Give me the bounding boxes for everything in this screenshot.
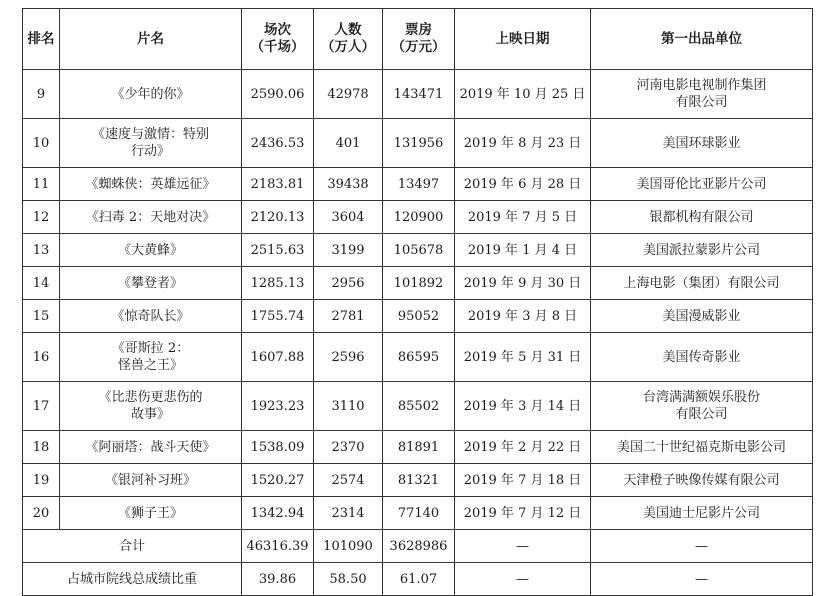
cell-producer: 银都机构有限公司 — [591, 201, 813, 234]
cell-rank: 9 — [23, 70, 60, 119]
header-title: 片名 — [60, 9, 242, 70]
table-row — [23, 431, 813, 464]
cell-rank: 16 — [23, 333, 60, 382]
cell-rank: 10 — [23, 119, 60, 168]
cell-date: 2019 年 6 月 28 日 — [455, 168, 591, 201]
total-row — [23, 530, 813, 563]
cell-date: 2019 年 7 月 5 日 — [455, 201, 591, 234]
cell-producer: 美国环球影业 — [591, 119, 813, 168]
cell-rank: 20 — [23, 497, 60, 530]
header-audience — [314, 9, 383, 70]
cell-title: 《狮子王》 — [60, 497, 242, 530]
cell-date: 2019 年 9 月 30 日 — [455, 267, 591, 300]
header-box-office-unit: （万元） — [391, 39, 446, 55]
table-row — [23, 119, 813, 168]
cell-title: 《大黄蜂》 — [60, 234, 242, 267]
cell-screenings: 2590.06 — [242, 70, 314, 119]
cell-audience: 2781 — [314, 300, 383, 333]
share-screenings: 39.86 — [242, 563, 314, 596]
cell-box-office: 86595 — [383, 333, 455, 382]
table-row — [23, 300, 813, 333]
total-date: — — [455, 530, 591, 563]
cell-screenings: 2436.53 — [242, 119, 314, 168]
cell-audience: 3604 — [314, 201, 383, 234]
cell-producer: 台湾满满额娱乐股份 有限公司 — [591, 382, 813, 431]
cell-date: 2019 年 1 月 4 日 — [455, 234, 591, 267]
cell-date: 2019 年 10 月 25 日 — [455, 70, 591, 119]
cell-rank: 13 — [23, 234, 60, 267]
cell-title: 《银河补习班》 — [60, 464, 242, 497]
cell-box-office: 131956 — [383, 119, 455, 168]
box-office-table — [22, 8, 813, 596]
table-row — [23, 333, 813, 382]
header-screenings — [242, 9, 314, 70]
cell-screenings: 2515.63 — [242, 234, 314, 267]
share-date: — — [455, 563, 591, 596]
total-label: 合计 — [23, 530, 242, 563]
cell-screenings: 2120.13 — [242, 201, 314, 234]
cell-audience: 2314 — [314, 497, 383, 530]
table-row — [23, 497, 813, 530]
cell-box-office: 101892 — [383, 267, 455, 300]
cell-title: 《攀登者》 — [60, 267, 242, 300]
cell-producer: 美国二十世纪福克斯电影公司 — [591, 431, 813, 464]
header-box-office — [383, 9, 455, 70]
cell-rank: 17 — [23, 382, 60, 431]
cell-title: 《少年的你》 — [60, 70, 242, 119]
cell-screenings: 1607.88 — [242, 333, 314, 382]
cell-box-office: 81891 — [383, 431, 455, 464]
share-box-office: 61.07 — [383, 563, 455, 596]
cell-screenings: 1342.94 — [242, 497, 314, 530]
total-audience: 101090 — [314, 530, 383, 563]
cell-rank: 19 — [23, 464, 60, 497]
cell-screenings: 1538.09 — [242, 431, 314, 464]
header-audience-label: 人数 — [334, 22, 362, 38]
cell-rank: 18 — [23, 431, 60, 464]
total-producer: — — [591, 530, 813, 563]
cell-audience: 3110 — [314, 382, 383, 431]
cell-date: 2019 年 3 月 8 日 — [455, 300, 591, 333]
cell-box-office: 143471 — [383, 70, 455, 119]
cell-date: 2019 年 5 月 31 日 — [455, 333, 591, 382]
cell-box-office: 81321 — [383, 464, 455, 497]
cell-producer: 美国迪士尼影片公司 — [591, 497, 813, 530]
cell-title: 《蜘蛛侠：英雄远征》 — [60, 168, 242, 201]
cell-audience: 3199 — [314, 234, 383, 267]
cell-box-office: 95052 — [383, 300, 455, 333]
table-row — [23, 234, 813, 267]
cell-box-office: 77140 — [383, 497, 455, 530]
header-rank: 排名 — [23, 9, 60, 70]
header-screenings-unit: （千场） — [250, 39, 305, 55]
total-box-office: 3628986 — [383, 530, 455, 563]
total-screenings: 46316.39 — [242, 530, 314, 563]
cell-screenings: 1520.27 — [242, 464, 314, 497]
cell-audience: 401 — [314, 119, 383, 168]
cell-title: 《比悲伤更悲伤的 故事》 — [60, 382, 242, 431]
header-audience-unit: （万人） — [321, 39, 375, 55]
cell-rank: 11 — [23, 168, 60, 201]
cell-box-office: 105678 — [383, 234, 455, 267]
cell-producer: 美国传奇影业 — [591, 333, 813, 382]
table-row — [23, 382, 813, 431]
table-row — [23, 464, 813, 497]
header-release-date: 上映日期 — [455, 9, 591, 70]
cell-audience: 2370 — [314, 431, 383, 464]
cell-date: 2019 年 2 月 22 日 — [455, 431, 591, 464]
cell-producer: 美国哥伦比亚影片公司 — [591, 168, 813, 201]
cell-audience: 2956 — [314, 267, 383, 300]
cell-title: 《阿丽塔：战斗天使》 — [60, 431, 242, 464]
share-audience: 58.50 — [314, 563, 383, 596]
cell-screenings: 1923.23 — [242, 382, 314, 431]
cell-date: 2019 年 3 月 14 日 — [455, 382, 591, 431]
cell-title: 《扫毒 2：天地对决》 — [60, 201, 242, 234]
cell-screenings: 1285.13 — [242, 267, 314, 300]
cell-date: 2019 年 8 月 23 日 — [455, 119, 591, 168]
cell-screenings: 1755.74 — [242, 300, 314, 333]
cell-rank: 14 — [23, 267, 60, 300]
cell-title: 《惊奇队长》 — [60, 300, 242, 333]
cell-producer: 美国漫威影业 — [591, 300, 813, 333]
cell-producer: 河南电影电视制作集团 有限公司 — [591, 70, 813, 119]
cell-audience: 39438 — [314, 168, 383, 201]
table-row — [23, 168, 813, 201]
cell-box-office: 120900 — [383, 201, 455, 234]
cell-rank: 12 — [23, 201, 60, 234]
share-producer: — — [591, 563, 813, 596]
cell-box-office: 13497 — [383, 168, 455, 201]
header-screenings-label: 场次 — [264, 22, 291, 38]
cell-producer: 上海电影（集团）有限公司 — [591, 267, 813, 300]
cell-date: 2019 年 7 月 18 日 — [455, 464, 591, 497]
cell-title: 《速度与激情：特别 行动》 — [60, 119, 242, 168]
cell-producer: 美国派拉蒙影片公司 — [591, 234, 813, 267]
share-row — [23, 563, 813, 596]
table-row — [23, 70, 813, 119]
table-row — [23, 201, 813, 234]
cell-audience: 2596 — [314, 333, 383, 382]
share-label: 占城市院线总成绩比重 — [23, 563, 242, 596]
cell-box-office: 85502 — [383, 382, 455, 431]
cell-producer: 天津橙子映像传媒有限公司 — [591, 464, 813, 497]
cell-audience: 2574 — [314, 464, 383, 497]
table-row — [23, 267, 813, 300]
cell-title: 《哥斯拉 2： 怪兽之王》 — [60, 333, 242, 382]
cell-screenings: 2183.81 — [242, 168, 314, 201]
cell-rank: 15 — [23, 300, 60, 333]
cell-audience: 42978 — [314, 70, 383, 119]
header-producer: 第一出品单位 — [591, 9, 813, 70]
cell-date: 2019 年 7 月 12 日 — [455, 497, 591, 530]
header-box-office-label: 票房 — [405, 22, 432, 38]
